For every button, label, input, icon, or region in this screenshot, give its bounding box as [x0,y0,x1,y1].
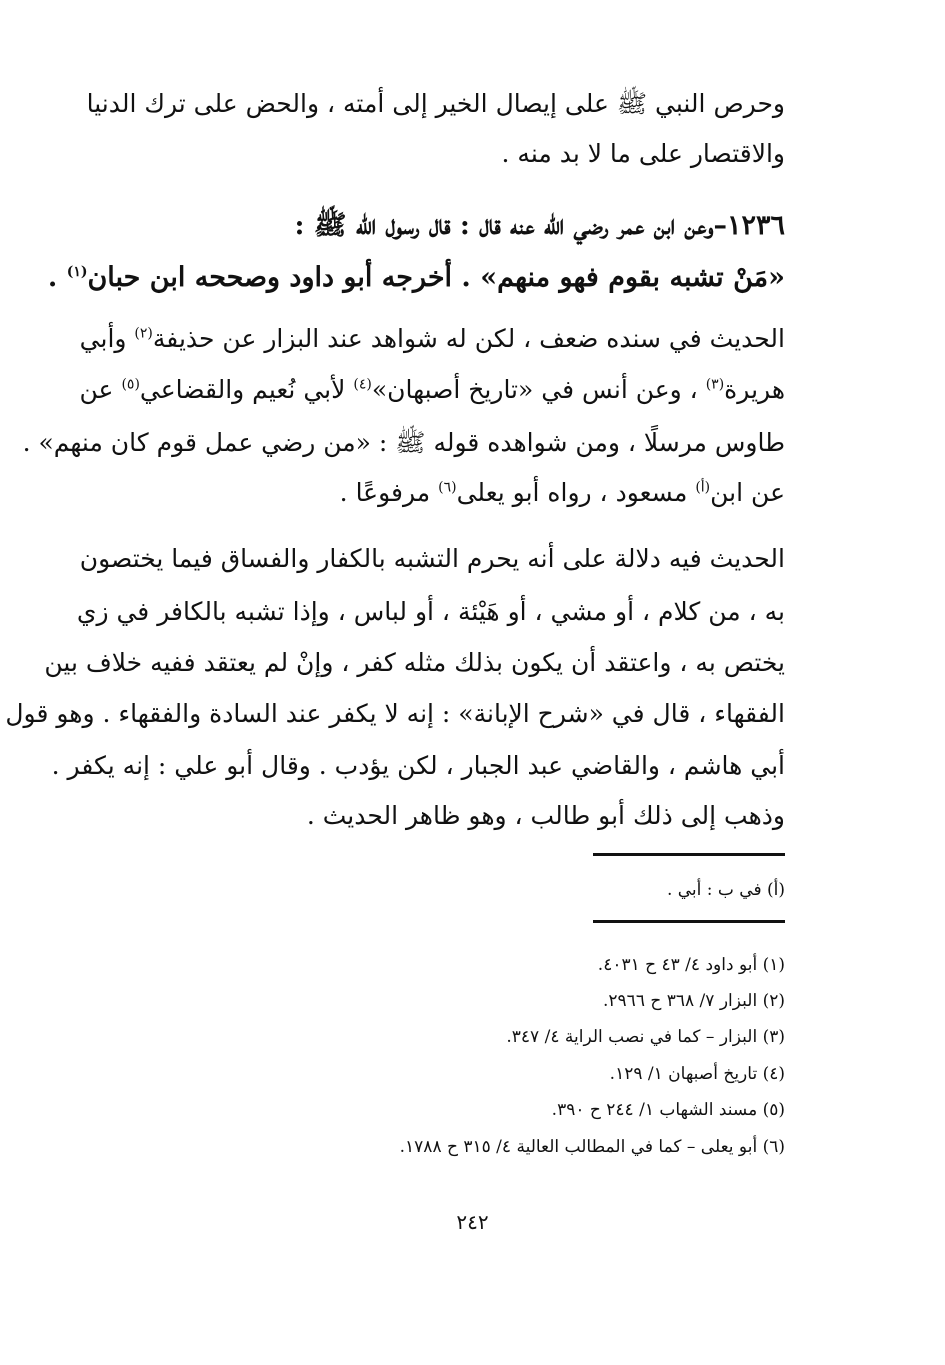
para2-line-4 [340,478,785,507]
footnote-ref-5: (٥) [121,376,140,393]
para2-text: الحديث في سنده ضعف ، لكن له شواهد عند البزار عن حذيفة [152,324,785,353]
para3-line-2: به ، من كلام ، أو مشي ، أو هَيْئة ، أو لباس ، وإذا تشبه بالكافر في زي [76,597,785,626]
para2-text: ، وعن أنس في «تاريخ أصبهان» [371,375,706,404]
variant-note: (أ) في ب : أبي . [666,880,785,900]
footnote-5: (٥) مسند الشهاب ١/ ٢٤٤ ح ٣٩٠. [551,1100,785,1120]
para3-line-3: يختص به ، واعتقد أن يكون بذلك مثله كفر ، وإنْ لم يعتقد ففيه خلاف بين [44,648,785,677]
footnote-ref-3: (٣) [705,376,725,393]
footnote-ref-4: (٤) [353,376,372,393]
hadith-line-2 [48,262,785,293]
para2-text: مسعود ، رواه أبو يعلى [456,478,696,507]
page-number: ٢٤٢ [456,1210,489,1234]
para2-text: هريرة [724,375,785,404]
divider-rule-1 [593,853,785,856]
para2-text: مرفوعًا . [339,478,439,507]
para2-text: عن [79,375,122,404]
footnote-6: (٦) أبو يعلى – كما في المطالب العالية ٤/ ٣١٥ ح ١٧٨٨. [399,1137,785,1157]
para2-text: عن ابن [710,478,785,507]
hadith-end: . [47,262,67,293]
para2-text: لأبي نُعيم والقضاعي [139,375,354,404]
footnote-1: (١) أبو داود ٤/ ٤٣ ح ٤٠٣١. [597,955,785,975]
hadith-text: «مَنْ تشبه بقوم فهو منهم» . أخرجه أبو داود وصححه ابن حبان [87,262,785,293]
footnote-2: (٢) البزار ٧/ ٣٦٨ ح ٢٩٦٦. [603,991,785,1011]
para2-line-1 [80,324,785,353]
footnote-3: (٣) البزار – كما في نصب الراية ٤/ ٣٤٧. [506,1027,785,1047]
para3-line-1: الحديث فيه دلالة على أنه يحرم التشبه بالكفار والفساق فيما يختصون [79,544,785,573]
para3-line-5: أبي هاشم ، والقاضي عبد الجبار ، لكن يؤدب . وقال أبو علي : إنه يكفر . [51,751,785,780]
footnote-4: (٤) تاريخ أصبهان ١/ ١٢٩. [609,1064,785,1084]
hadith-line-1: ١٢٣٦–وعن ابن عمر رضي الله عنه قال : قال رسول الله ﷺ : [294,210,785,241]
footnote-ref-6: (٦) [438,479,457,496]
para1-line-1: وحرص النبي ﷺ على إيصال الخير إلى أمته ، والحض على ترك الدنيا [86,89,785,118]
para3-line-4: الفقهاء ، قال في «شرح الإبانة» : إنه لا يكفر عند السادة والفقهاء . وهو قول [5,699,785,728]
para1-line-2: والاقتصار على ما لا بد منه . [501,139,785,168]
variant-ref-a: (أ) [695,479,711,496]
footnote-ref-2: (٢) [134,325,153,342]
para2-line-2 [80,375,785,404]
divider-rule-2 [593,920,785,923]
para2-text: وأبي [79,324,135,353]
footnote-ref-1: (١) [66,264,88,280]
para3-line-6: وذهب إلى ذلك أبو طالب ، وهو ظاهر الحديث . [306,801,785,830]
para2-line-3: طاوس مرسلًا ، ومن شواهده قوله ﷺ : «من رضي عمل قوم كان منهم» . [22,428,785,457]
